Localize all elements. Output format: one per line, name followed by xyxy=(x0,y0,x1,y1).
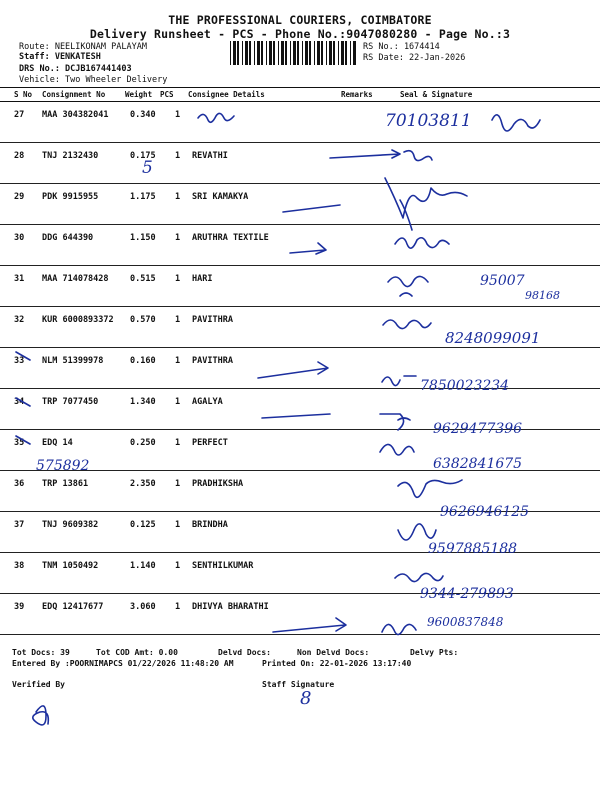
cell-consignment-no: PDK 9915955 xyxy=(42,192,99,202)
signature-icon xyxy=(380,414,410,430)
cell-sno: 35 xyxy=(14,438,25,448)
signature-icon xyxy=(382,624,416,634)
handwritten-number: 575892 xyxy=(36,458,90,474)
signature-icon xyxy=(492,115,540,131)
runsheet-subtitle: Delivery Runsheet - PCS - Phone No.:9047080280 - Page No.:3 xyxy=(89,27,511,41)
drs-number: DRS No.: DCJB167441403 xyxy=(19,64,132,74)
cell-weight: 0.160 xyxy=(130,356,156,366)
col-weight: Weight xyxy=(125,90,153,99)
cell-pcs: 1 xyxy=(175,233,181,243)
cell-pcs: 1 xyxy=(175,561,181,571)
staff-label: Staff: VENKATESH xyxy=(19,52,101,62)
cell-sno: 34 xyxy=(14,397,25,407)
tamil-handwriting-icon xyxy=(383,320,431,329)
verified-by-label: Verified By xyxy=(12,680,65,689)
cell-sno: 39 xyxy=(14,602,25,612)
cell-sno: 33 xyxy=(14,356,25,366)
cell-weight: 1.340 xyxy=(130,397,156,407)
non-delivered-docs: Non Delvd Docs: xyxy=(297,648,370,657)
cell-consignment-no: KUR 6000893372 xyxy=(42,315,114,325)
cell-consignee: PERFECT xyxy=(192,438,228,448)
cell-consignment-no: MAA 304382041 xyxy=(42,110,109,120)
cell-pcs: 1 xyxy=(175,356,181,366)
cell-consignment-no: DDG 644390 xyxy=(42,233,94,243)
cell-consignment-no: TRP 7077450 xyxy=(42,397,99,407)
cell-consignee: DHIVYA BHARATHI xyxy=(192,602,269,612)
signature-icon xyxy=(382,376,416,386)
rs-number: RS No.: 1674414 xyxy=(363,42,440,52)
cell-consignment-no: TRP 13861 xyxy=(42,479,89,489)
arrow-icon xyxy=(273,618,346,632)
col-pcs: PCS xyxy=(160,90,174,99)
cell-pcs: 1 xyxy=(175,602,181,612)
arrow-icon xyxy=(290,243,326,254)
cell-weight: 2.350 xyxy=(130,479,156,489)
cell-consignee: ARUTHRA TEXTILE xyxy=(192,233,269,243)
cell-weight: 1.175 xyxy=(130,192,156,202)
printed-on: Printed On: 22-01-2026 13:17:40 xyxy=(262,659,412,668)
cell-sno: 38 xyxy=(14,561,25,571)
handwritten-number: 98168 xyxy=(525,289,560,302)
col-sno: S No xyxy=(14,90,33,99)
cell-weight: 1.140 xyxy=(130,561,156,571)
tamil-handwriting-icon xyxy=(395,573,443,581)
cell-sno: 31 xyxy=(14,274,25,284)
cell-consignee: HARI xyxy=(192,274,213,284)
cell-sno: 28 xyxy=(14,151,25,161)
cell-pcs: 1 xyxy=(175,151,181,161)
arrow-icon xyxy=(262,414,330,418)
signature-icon xyxy=(33,706,49,725)
cell-consignee: AGALYA xyxy=(192,397,223,407)
handwritten-phone: 9626946125 xyxy=(440,504,530,520)
cell-consignee: PAVITHRA xyxy=(192,356,233,366)
delivered-docs: Delvd Docs: xyxy=(218,648,271,657)
arrow-icon xyxy=(258,362,328,378)
cell-pcs: 1 xyxy=(175,192,181,202)
handwritten-phone: 7850023234 xyxy=(420,378,510,394)
rs-date: RS Date: 22-Jan-2026 xyxy=(363,53,466,63)
cell-sno: 30 xyxy=(14,233,25,243)
total-docs: Tot Docs: 39 xyxy=(12,648,70,657)
handwritten-phone: 9600837848 xyxy=(427,615,504,629)
signature-icon xyxy=(385,178,467,218)
staff-signature-label: Staff Signature xyxy=(262,680,335,689)
cell-weight: 0.570 xyxy=(130,315,156,325)
cell-weight: 0.340 xyxy=(130,110,156,120)
total-cod-amount: Tot COD Amt: 0.00 xyxy=(96,648,178,657)
cell-consignee: SENTHILKUMAR xyxy=(192,561,254,571)
cell-sno: 32 xyxy=(14,315,25,325)
cell-weight: 3.060 xyxy=(130,602,156,612)
cell-consignment-no: MAA 714078428 xyxy=(42,274,109,284)
cell-consignment-no: TNM 1050492 xyxy=(42,561,99,571)
cell-pcs: 1 xyxy=(175,479,181,489)
tamil-handwriting-icon xyxy=(388,276,428,296)
cell-consignment-no: EDQ 14 xyxy=(42,438,73,448)
cell-pcs: 1 xyxy=(175,315,181,325)
cell-sno: 36 xyxy=(14,479,25,489)
col-consignment: Consignment No xyxy=(42,90,106,99)
route-label: Route: NEELIKONAM PALAYAM xyxy=(19,42,147,52)
cell-sno: 27 xyxy=(14,110,25,120)
signature-icon xyxy=(398,524,436,540)
signature-icon xyxy=(404,151,432,161)
cell-weight: 0.175 xyxy=(130,151,156,161)
cell-sno: 37 xyxy=(14,520,25,530)
cell-consignee: SRI KAMAKYA xyxy=(192,192,249,202)
handwritten-phone: 8248099091 xyxy=(445,329,541,347)
col-consignee: Consignee Details xyxy=(188,90,265,99)
signature-icon xyxy=(395,238,449,248)
cell-pcs: 1 xyxy=(175,397,181,407)
cell-consignment-no: TNJ 9609382 xyxy=(42,520,99,530)
cell-consignment-no: NLM 51399978 xyxy=(42,356,104,366)
company-title: THE PROFESSIONAL COURIERS, COIMBATORE xyxy=(168,13,432,27)
handwritten-phone: 9629477396 xyxy=(433,421,523,437)
handwritten-staff-mark: 8 xyxy=(300,688,312,709)
col-remarks: Remarks xyxy=(341,90,373,99)
vehicle-label: Vehicle: Two Wheeler Delivery xyxy=(19,75,168,85)
cell-consignment-no: TNJ 2132430 xyxy=(42,151,99,161)
cell-consignment-no: EDQ 12417677 xyxy=(42,602,104,612)
handwritten-number: 95007 xyxy=(480,273,525,289)
cell-consignee: BRINDHA xyxy=(192,520,228,530)
cell-consignee: PAVITHRA xyxy=(192,315,233,325)
arrow-icon xyxy=(283,205,340,212)
strike-mark-icon xyxy=(16,352,30,444)
signature-icon xyxy=(198,113,234,122)
handwritten-note: 5 xyxy=(142,158,153,178)
col-seal-signature: Seal & Signature xyxy=(400,90,473,99)
handwritten-phone: 6382841675 xyxy=(433,456,523,472)
cell-pcs: 1 xyxy=(175,520,181,530)
handwritten-phone: 9597885188 xyxy=(428,541,518,557)
cell-weight: 0.515 xyxy=(130,274,156,284)
cell-consignee: PRADHIKSHA xyxy=(192,479,244,489)
handwritten-phone: 9344-279893 xyxy=(420,586,514,602)
cell-sno: 29 xyxy=(14,192,25,202)
delivery-points: Delvy Pts: xyxy=(410,648,459,657)
cell-pcs: 1 xyxy=(175,110,181,120)
entered-by: Entered By :POORNIMAPCS 01/22/2026 11:48:20 AM xyxy=(12,659,234,668)
handwritten-number: 70103811 xyxy=(385,111,472,131)
arrow-icon xyxy=(330,150,400,158)
cell-pcs: 1 xyxy=(175,274,181,284)
cell-weight: 1.150 xyxy=(130,233,156,243)
cell-weight: 0.125 xyxy=(130,520,156,530)
signature-icon xyxy=(380,444,414,455)
signature-icon xyxy=(398,480,462,497)
cell-pcs: 1 xyxy=(175,438,181,448)
cell-weight: 0.250 xyxy=(130,438,156,448)
cell-consignee: REVATHI xyxy=(192,151,228,161)
